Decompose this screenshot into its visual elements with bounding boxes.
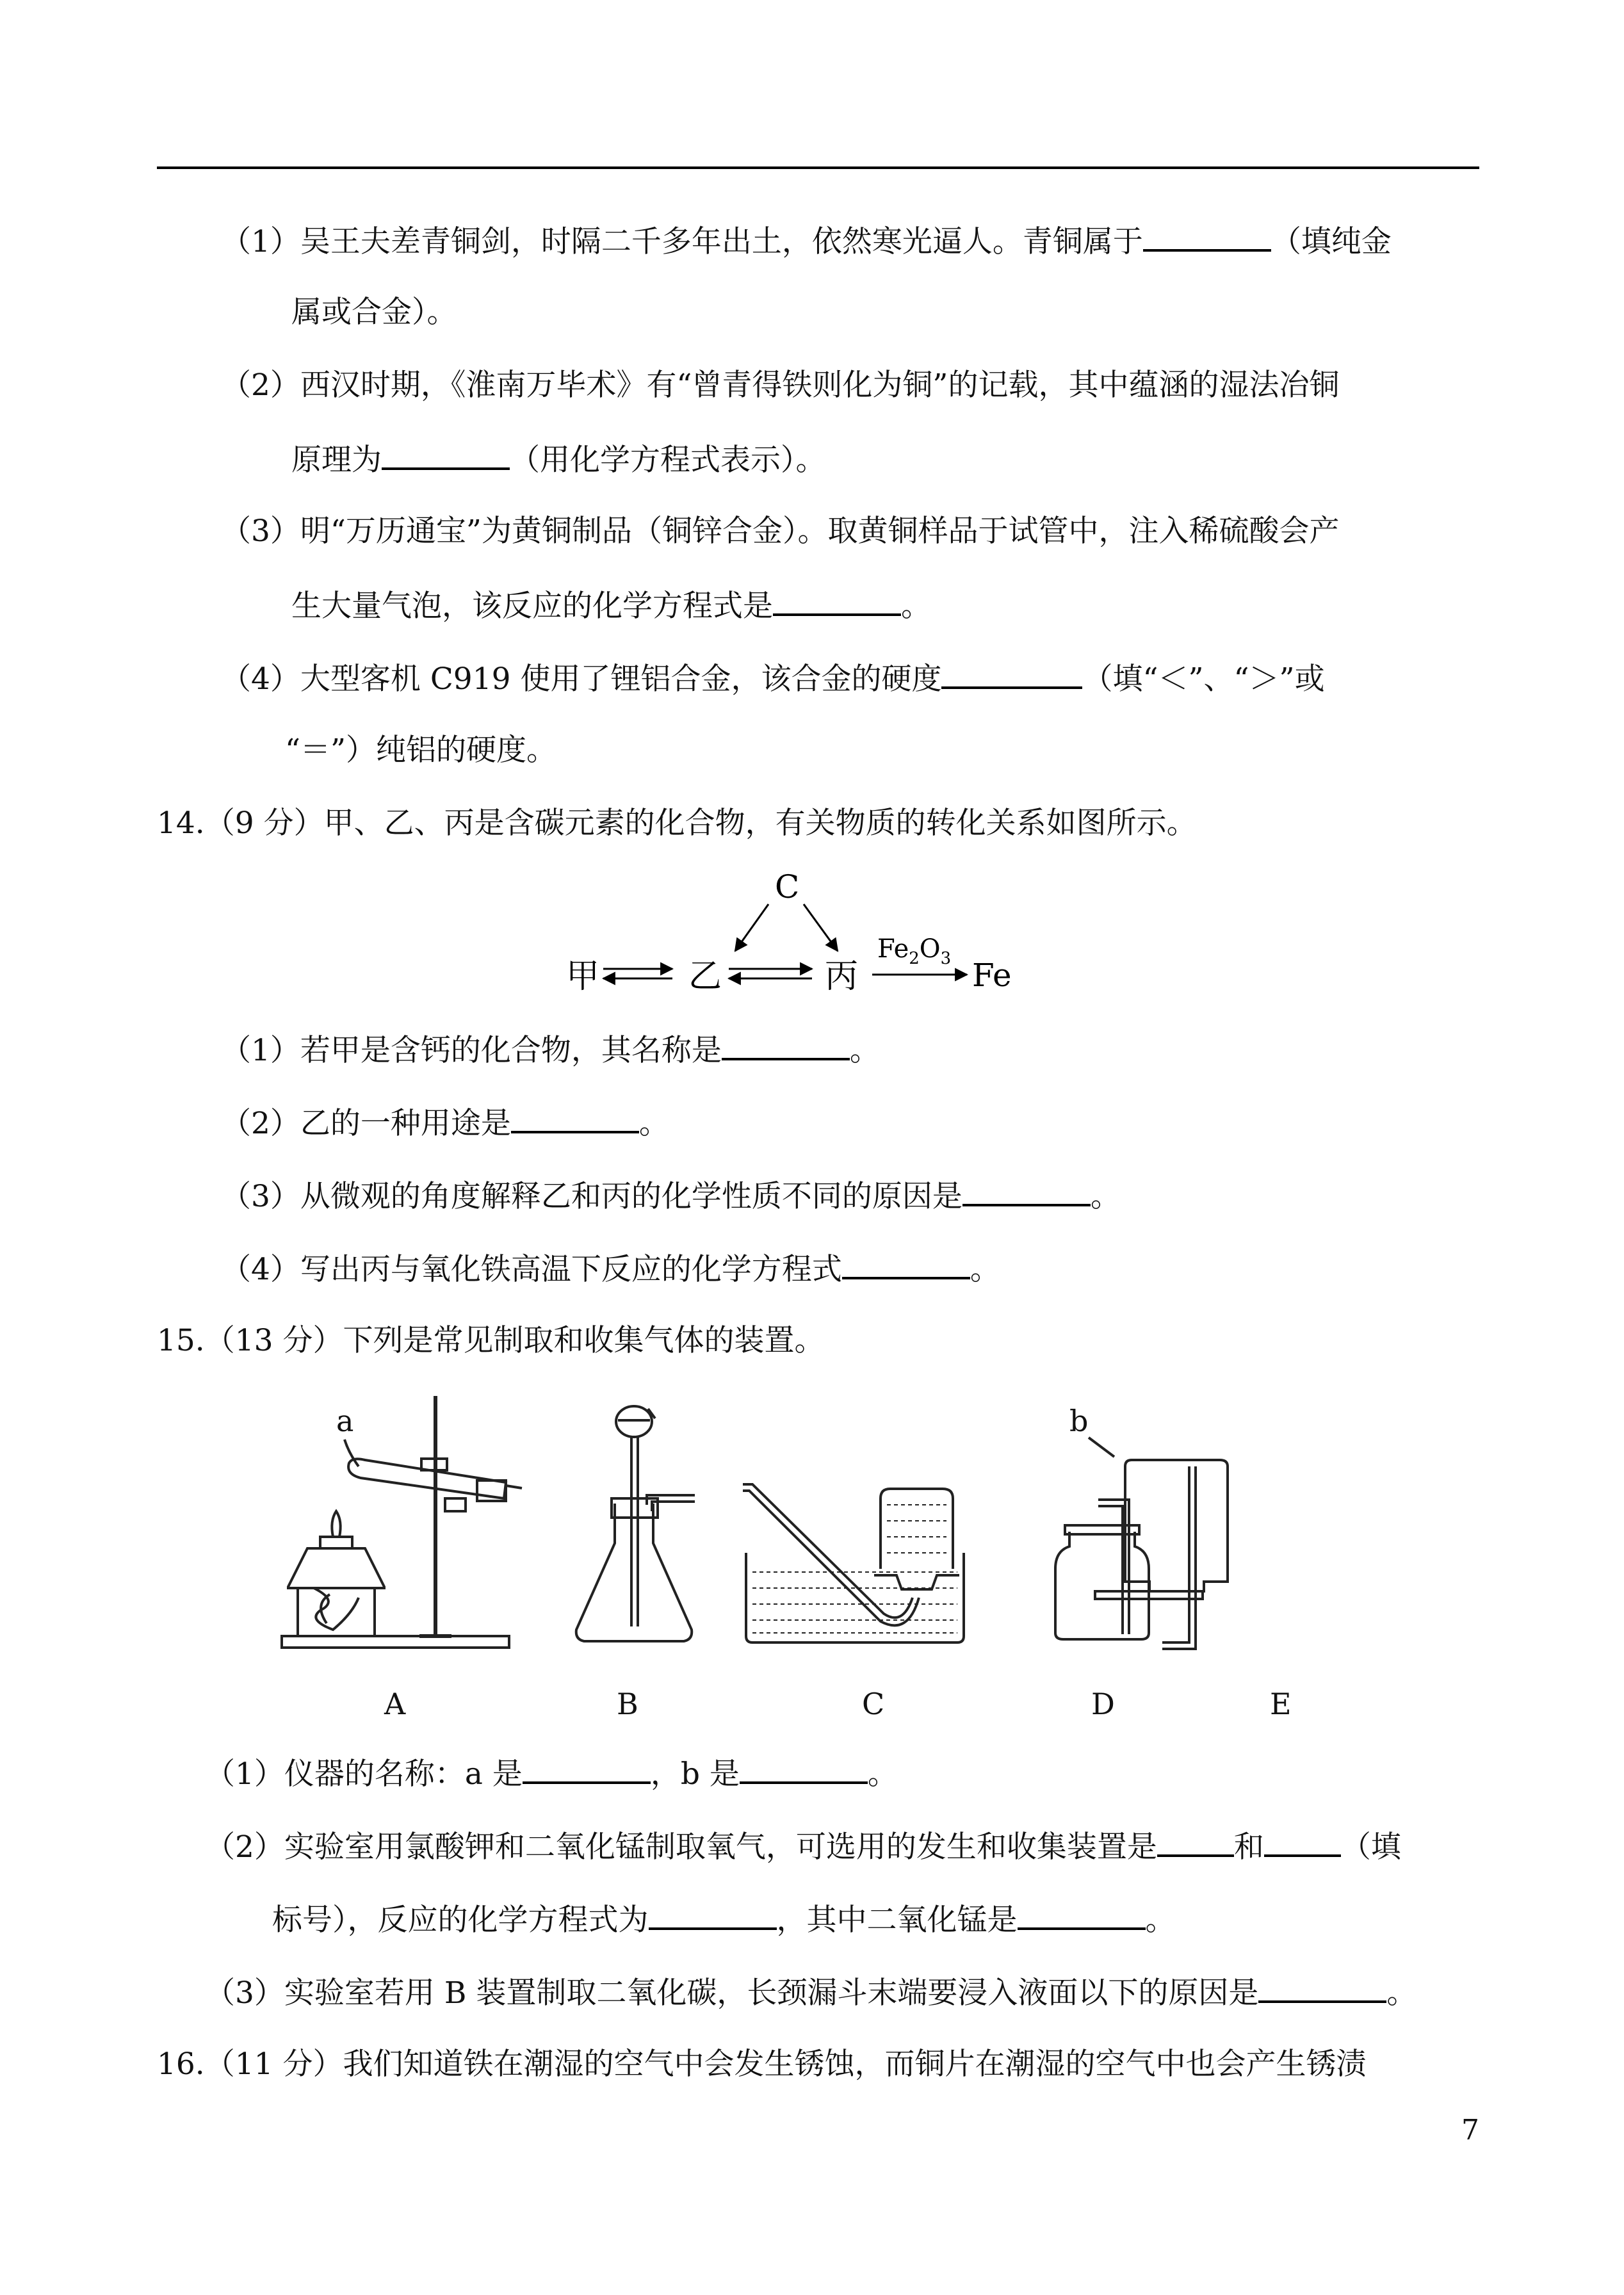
label-b: b bbox=[1069, 1404, 1089, 1438]
q15-heading: 15.（13 分）下列是常见制取和收集气体的装置。 bbox=[157, 1323, 825, 1358]
apparatus-d bbox=[1055, 1500, 1149, 1639]
caption-c: C bbox=[862, 1687, 885, 1721]
apparatus-b bbox=[576, 1406, 695, 1641]
q16-heading: 16.（11 分）我们知道铁在潮湿的空气中会发生锈蚀，而铜片在潮湿的空气中也会产生锈渍 bbox=[157, 2047, 1367, 2082]
q13-part1: （1）吴王夫差青铜剑，时隔二千多年出土，依然寒光逼人。青铜属于 （填纯金 bbox=[221, 221, 1392, 261]
arrow-c-to-bing bbox=[804, 904, 838, 951]
answer-blank[interactable] bbox=[842, 1249, 970, 1279]
q14-heading: 14.（9 分）甲、乙、丙是含碳元素的化合物，有关物质的转化关系如图所示。 bbox=[157, 806, 1197, 841]
apparatus-a bbox=[282, 1396, 522, 1648]
header-rule bbox=[157, 166, 1479, 169]
arrow-c-to-yi bbox=[735, 904, 768, 951]
q13-part3: （3）明“万历通宝”为黄铜制品（铜锌合金）。取黄铜样品于试管中，注入稀硫酸会产 bbox=[221, 514, 1340, 549]
answer-blank[interactable] bbox=[1018, 1899, 1146, 1930]
caption-e: E bbox=[1270, 1687, 1292, 1721]
answer-blank[interactable] bbox=[1143, 221, 1271, 252]
answer-blank[interactable] bbox=[962, 1176, 1091, 1206]
gas-apparatus-figure bbox=[269, 1383, 1396, 1671]
q15-part2: （2）实验室用氯酸钾和二氧化锰制取氧气，可选用的发生和收集装置是 和 （填 bbox=[205, 1826, 1401, 1867]
q13-part4: （4）大型客机 C919 使用了锂铝合金，该合金的硬度 （填“＜”、“＞”或 bbox=[221, 658, 1325, 699]
q14-part2: （2）乙的一种用途是 。 bbox=[221, 1103, 669, 1143]
q15-part3: （3）实验室若用 B 装置制取二氧化碳，长颈漏斗末端要浸入液面以下的原因是 。 bbox=[205, 1972, 1417, 2013]
diagram-label-c: C bbox=[775, 868, 800, 905]
caption-a: A bbox=[384, 1687, 406, 1721]
answer-blank[interactable] bbox=[523, 1753, 651, 1784]
diagram-label-jia: 甲 bbox=[566, 957, 600, 996]
q13-part3-cont: 生大量气泡，该反应的化学方程式是 。 bbox=[291, 585, 931, 626]
q13-part1-cont: 属或合金）。 bbox=[291, 295, 457, 330]
q15-part2-cont: 标号），反应的化学方程式为 ，其中二氧化锰是 。 bbox=[272, 1899, 1176, 1940]
answer-blank[interactable] bbox=[1264, 1826, 1341, 1857]
answer-blank[interactable] bbox=[740, 1753, 868, 1784]
answer-blank[interactable] bbox=[382, 439, 510, 470]
q13-part2-cont: 原理为 （用化学方程式表示）。 bbox=[291, 439, 826, 480]
diagram-reagent: $Fe_2O_3$ bbox=[877, 934, 952, 968]
q13-part4-cont: “＝”）纯铝的硬度。 bbox=[285, 733, 557, 768]
answer-blank[interactable] bbox=[1258, 1972, 1386, 2003]
answer-blank[interactable] bbox=[649, 1899, 777, 1930]
caption-d: D bbox=[1091, 1687, 1115, 1721]
answer-blank[interactable] bbox=[511, 1103, 639, 1133]
diagram-label-yi: 乙 bbox=[688, 957, 722, 996]
caption-b: B bbox=[617, 1687, 638, 1721]
q14-part1: （1）若甲是含钙的化合物，其名称是 。 bbox=[221, 1030, 880, 1070]
answer-blank[interactable] bbox=[941, 658, 1082, 689]
q14-part3: （3）从微观的角度解释乙和丙的化学性质不同的原因是 。 bbox=[221, 1176, 1121, 1216]
q13-part2: （2）西汉时期，《淮南万毕术》有“曾青得铁则化为铜”的记载，其中蕴涵的湿法冶铜 bbox=[221, 368, 1340, 403]
answer-blank[interactable] bbox=[773, 585, 901, 616]
diagram-label-bing: 丙 bbox=[825, 957, 859, 996]
answer-blank[interactable] bbox=[1157, 1826, 1234, 1857]
apparatus-c bbox=[743, 1484, 964, 1642]
answer-blank[interactable] bbox=[722, 1030, 850, 1060]
page-number: 7 bbox=[1461, 2114, 1479, 2146]
q14-part4: （4）写出丙与氧化铁高温下反应的化学方程式 。 bbox=[221, 1249, 1000, 1289]
label-a: a bbox=[336, 1404, 354, 1438]
diagram-label-fe: Fe bbox=[972, 957, 1012, 994]
q15-part1: （1）仪器的名称：a 是 ，b 是 。 bbox=[205, 1753, 898, 1794]
carbon-conversion-diagram bbox=[557, 864, 1044, 1012]
